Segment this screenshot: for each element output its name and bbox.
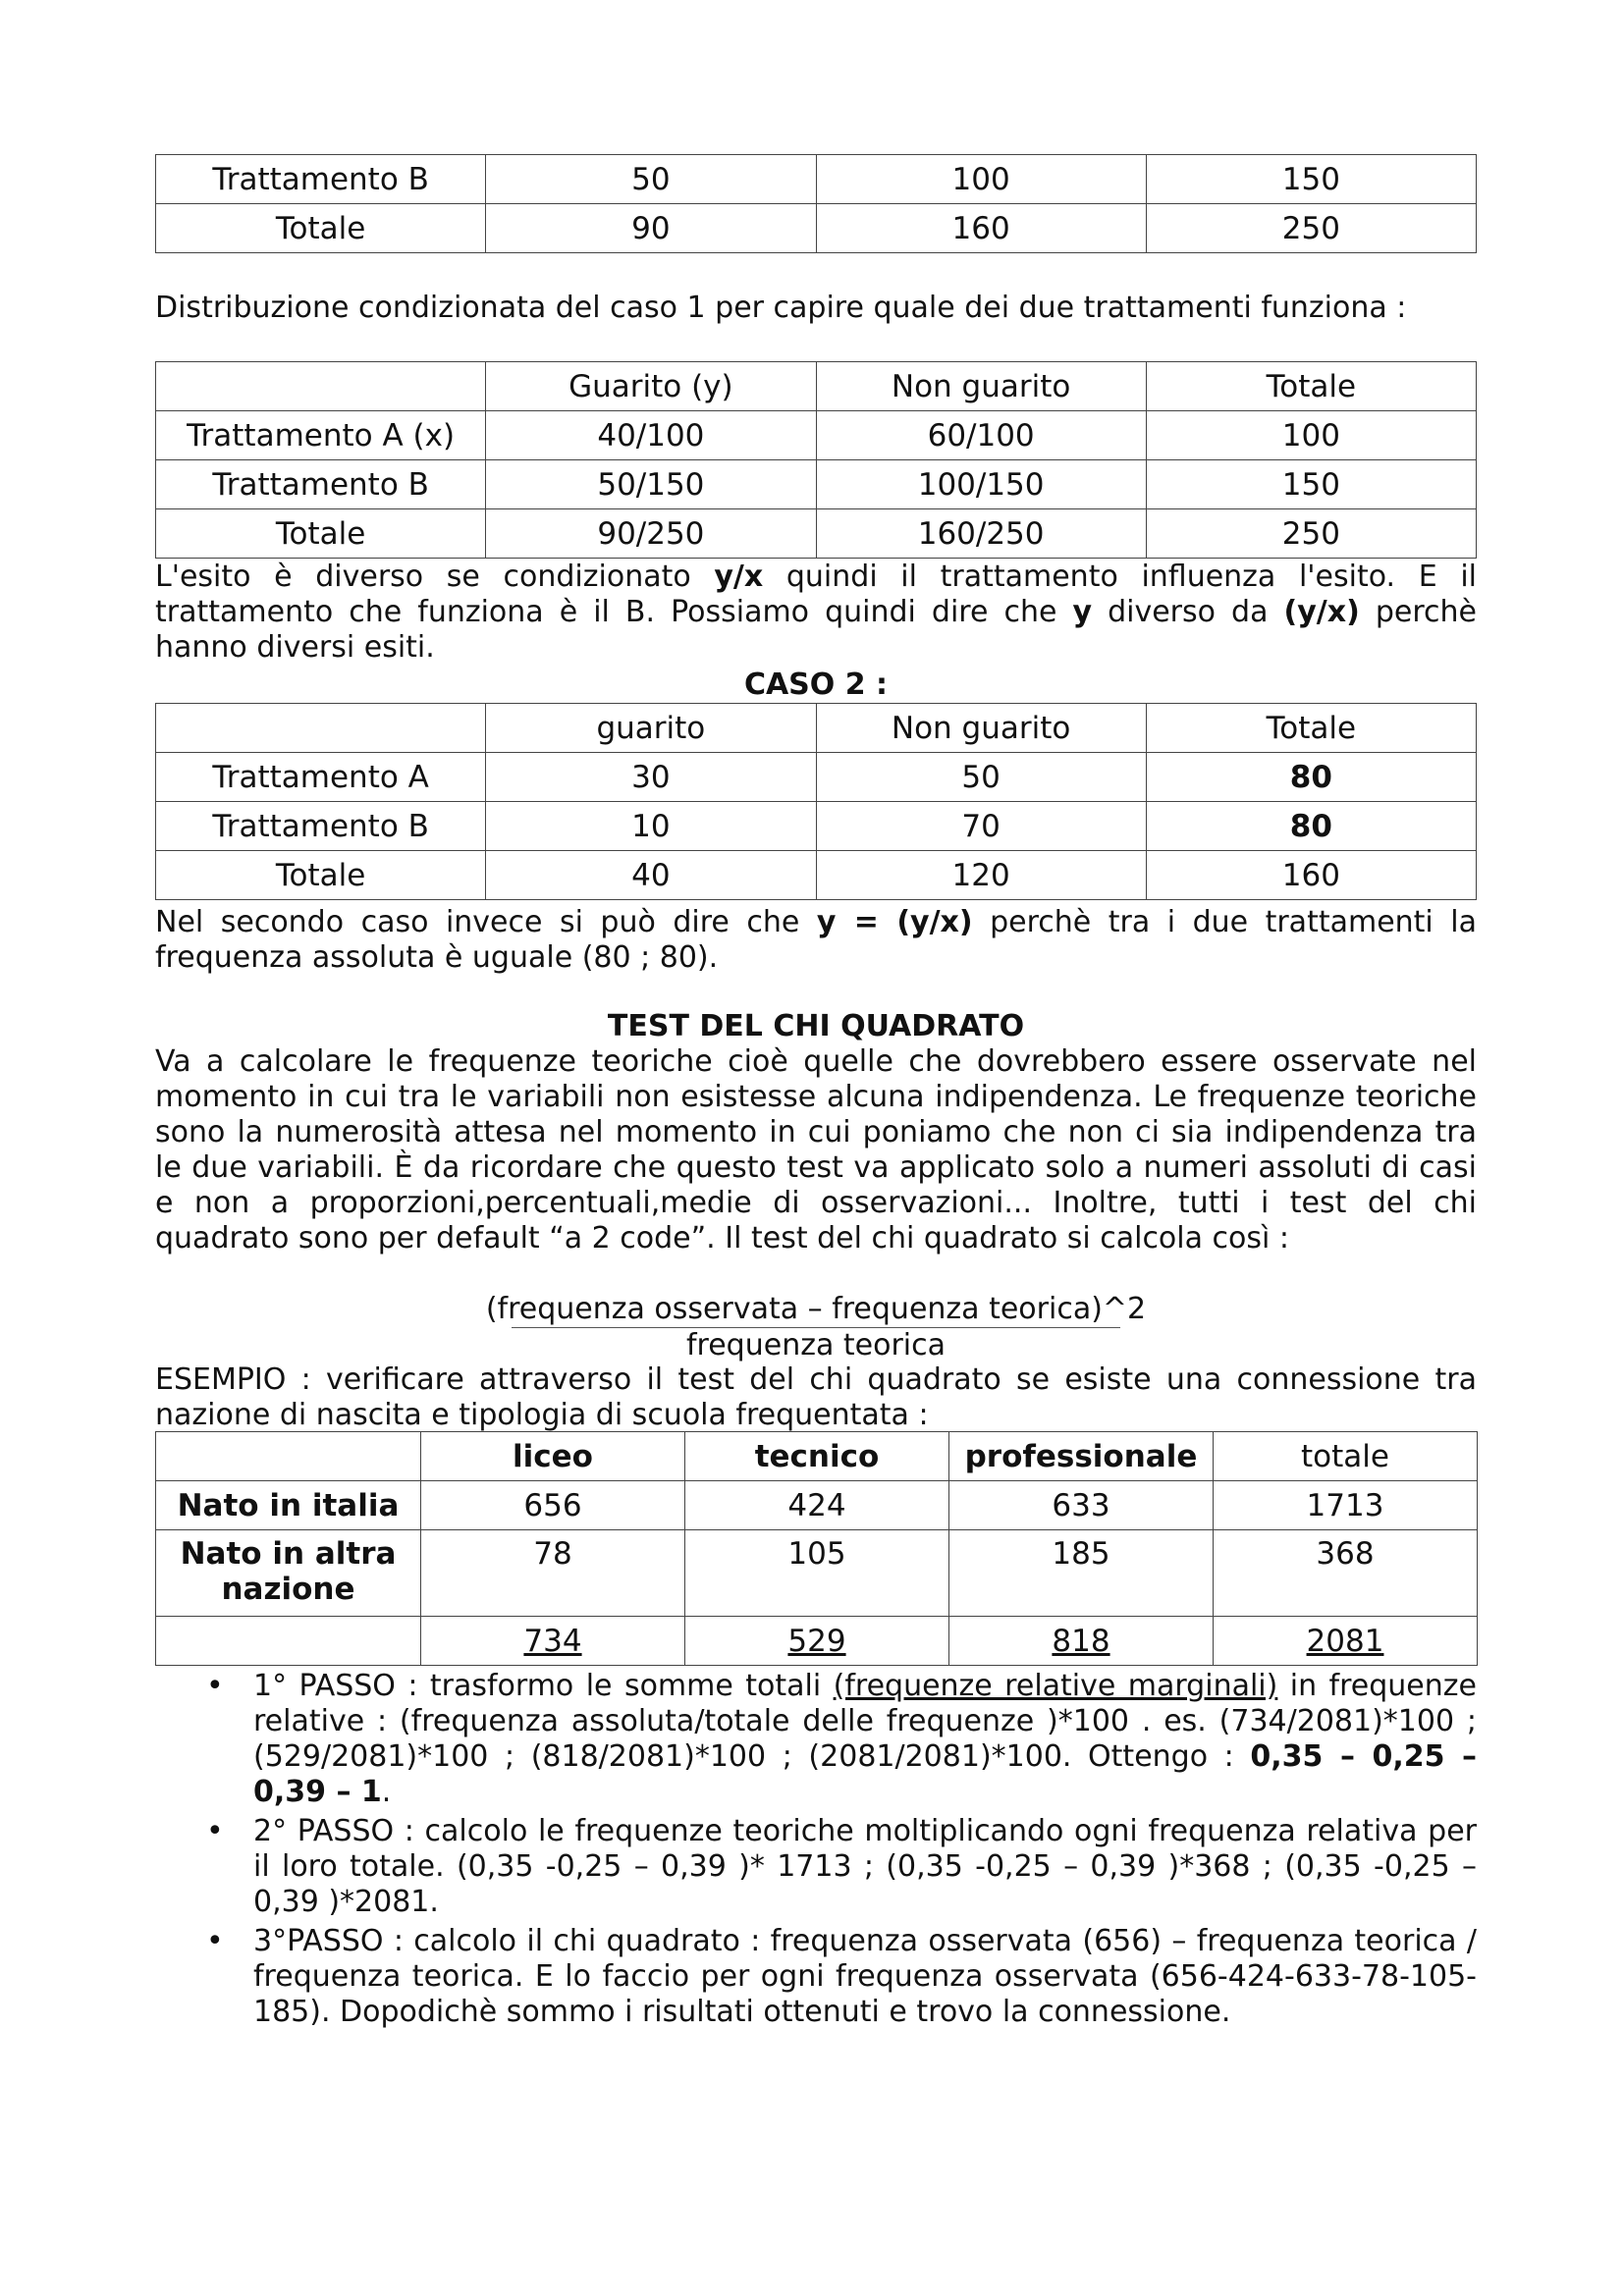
list-item: • 3°PASSO : calcolo il chi quadrato : frequenza osservata (656) – frequenza teorica / frequenza teorica. E lo faccio per ogni frequenza osservata (656-424-633-78-105-185). Dopodichè sommo i risultati ottenuti e trovo la connessione. [253, 1924, 1477, 2030]
table-cell: 160/250 [816, 509, 1146, 559]
table-cell: Totale [156, 509, 486, 559]
text-run-bold: y [1072, 595, 1093, 629]
text-run: diverso da [1092, 595, 1284, 629]
table-cell: 2081 [1214, 1617, 1478, 1666]
text-run: perchè hanno diversi esiti. [155, 595, 1477, 665]
table-row [156, 1617, 1478, 1666]
table-header-cell: Totale [1146, 704, 1476, 753]
text-run: quindi il trattamento influenza l'esito. E il trattamento che funziona è il B. Possiamo quindi dire che [155, 560, 1477, 629]
table-cell: 734 [421, 1617, 685, 1666]
table-row [156, 509, 1477, 559]
example-intro: ESEMPIO : verificare attraverso il test del chi quadrato se esiste una connessione tra nazione di nascita e tipologia di scuola frequentata : [155, 1362, 1477, 1432]
table-cell: 818 [949, 1617, 1214, 1666]
table-cell: 424 [685, 1481, 949, 1530]
table-cell: Trattamento A [156, 753, 486, 802]
table-cell: 40 [486, 851, 816, 900]
table-header-cell: Non guarito [816, 704, 1146, 753]
case2-title: CASO 2 : [743, 667, 889, 702]
table-cell: 160 [1146, 851, 1476, 900]
table-cell: 40/100 [486, 411, 816, 460]
list-item: • 2° PASSO : calcolo le frequenze teoriche moltiplicando ogni frequenza relativa per il loro totale. (0,35 -0,25 – 0,39 )* 1713 ; (0,35 -0,25 – 0,39 )*368 ; (0,35 -0,25 – 0,39 )*2081. [253, 1814, 1477, 1920]
table-case2 [155, 703, 1477, 900]
table-cell: 50/150 [486, 460, 816, 509]
table-header-cell: liceo [421, 1432, 685, 1481]
table-header-cell [156, 1432, 421, 1481]
table-row [156, 204, 1477, 253]
text-run: in frequenze relative : (frequenza assoluta/totale delle frequenze )*100 . es. (734/2081)*100 ; (529/2081)*100 ; (818/2081)*100 ; (2081/2081)*100. Ottengo : [253, 1669, 1477, 1774]
table-cell: 50 [816, 753, 1146, 802]
table-cell: Trattamento B [156, 155, 486, 204]
table-header-cell: professionale [949, 1432, 1214, 1481]
list-item [253, 1669, 1477, 1810]
table-cell: 10 [486, 802, 816, 851]
text-run: L'esito è diverso se condizionato [155, 560, 715, 594]
table-cell: 70 [816, 802, 1146, 851]
chi-square-description: Va a calcolare le frequenze teoriche cioè quelle che dovrebbero essere osservate nel momento in cui tra le variabili non esistesse alcuna indipendenza. Le frequenze teoriche sono la numerosità attesa nel momento in cui poniamo che non ci sia indipendenza tra le due variabili. È da ricordare che questo test va applicato solo a numeri assoluti di casi e non a proporzioni,percentuali,medie di osservazioni... Inoltre, tutti i test del chi quadrato sono per default “a 2 code”. Il test del chi quadrato si calcola così : [155, 1044, 1477, 1255]
table-row [156, 753, 1477, 802]
table-cell: 368 [1214, 1530, 1478, 1617]
table-cell: Trattamento B [156, 802, 486, 851]
table-cell: 185 [949, 1530, 1214, 1617]
table-cell: 78 [421, 1530, 685, 1617]
table-cell: 250 [1146, 204, 1476, 253]
table-row [156, 411, 1477, 460]
formula-numerator: (frequenza osservata – frequenza teorica)^2 [485, 1292, 1147, 1326]
table-header-cell: Non guarito [816, 362, 1146, 411]
table-cell: Trattamento A (x) [156, 411, 486, 460]
table-cell: 100 [1146, 411, 1476, 460]
table-cell: 80 [1146, 802, 1476, 851]
table-cell: 90 [486, 204, 816, 253]
text-run-underline: (frequenze relative marginali) [833, 1669, 1278, 1703]
table-header-cell [156, 362, 486, 411]
table-cell: 160 [816, 204, 1146, 253]
table-cell: Totale [156, 204, 486, 253]
table-cell: 150 [1146, 155, 1476, 204]
table-row [156, 851, 1477, 900]
table-example [155, 1431, 1478, 1666]
table-row [156, 1530, 1478, 1617]
table-cell: Nato in italia [156, 1481, 421, 1530]
table-header-row [156, 1432, 1478, 1481]
table-row [156, 802, 1477, 851]
table-header-row [156, 362, 1477, 411]
table-cell: 100/150 [816, 460, 1146, 509]
table-cell: 80 [1146, 753, 1476, 802]
table-cell: Nato in altra nazione [156, 1530, 421, 1617]
table-header-cell: Totale [1146, 362, 1476, 411]
text-run-bold: (y/x) [1283, 595, 1360, 629]
table-cell: 150 [1146, 460, 1476, 509]
table-row [156, 1481, 1478, 1530]
table-cell: 105 [685, 1530, 949, 1617]
table-conditional-case1 [155, 361, 1477, 559]
table-cell: 100 [816, 155, 1146, 204]
chi-square-formula [155, 1292, 1477, 1363]
text-run-bold: y = (y/x) [816, 905, 973, 939]
text-run: . [381, 1775, 392, 1809]
chi-square-title: TEST DEL CHI QUADRATO [607, 1009, 1025, 1043]
table-row [156, 155, 1477, 204]
text-run-bold: 0,35 – 0,25 – 0,39 – 1 [253, 1739, 1478, 1809]
table-cell: 529 [685, 1617, 949, 1666]
table-cell: 60/100 [816, 411, 1146, 460]
case1-conclusion [155, 560, 1477, 666]
text-run: perchè tra i due trattamenti la frequenza assoluta è uguale (80 ; 80). [155, 905, 1477, 975]
table-cell: 50 [486, 155, 816, 204]
table-continuation [155, 154, 1477, 253]
conditional-intro: Distribuzione condizionata del caso 1 per capire quale dei due trattamenti funziona : [155, 291, 1407, 325]
table-header-row [156, 704, 1477, 753]
case2-conclusion [155, 905, 1477, 976]
table-header-cell [156, 704, 486, 753]
table-header-cell: totale [1214, 1432, 1478, 1481]
table-header-cell: Guarito (y) [486, 362, 816, 411]
table-cell: 30 [486, 753, 816, 802]
table-row [156, 460, 1477, 509]
table-cell: 90/250 [486, 509, 816, 559]
table-cell: 656 [421, 1481, 685, 1530]
table-cell [156, 1617, 421, 1666]
table-cell: 250 [1146, 509, 1476, 559]
table-cell: 120 [816, 851, 1146, 900]
table-cell: 633 [949, 1481, 1214, 1530]
text-run: 1° PASSO : trasformo le somme totali [253, 1669, 834, 1703]
table-cell: Trattamento B [156, 460, 486, 509]
table-header-cell: tecnico [685, 1432, 949, 1481]
table-cell: 1713 [1214, 1481, 1478, 1530]
formula-denominator: frequenza teorica [685, 1328, 946, 1362]
text-run: Nel secondo caso invece si può dire che [155, 905, 817, 939]
table-header-cell: guarito [486, 704, 816, 753]
steps-list [155, 1669, 1477, 2034]
text-run-bold: y/x [714, 560, 764, 594]
table-cell: Totale [156, 851, 486, 900]
